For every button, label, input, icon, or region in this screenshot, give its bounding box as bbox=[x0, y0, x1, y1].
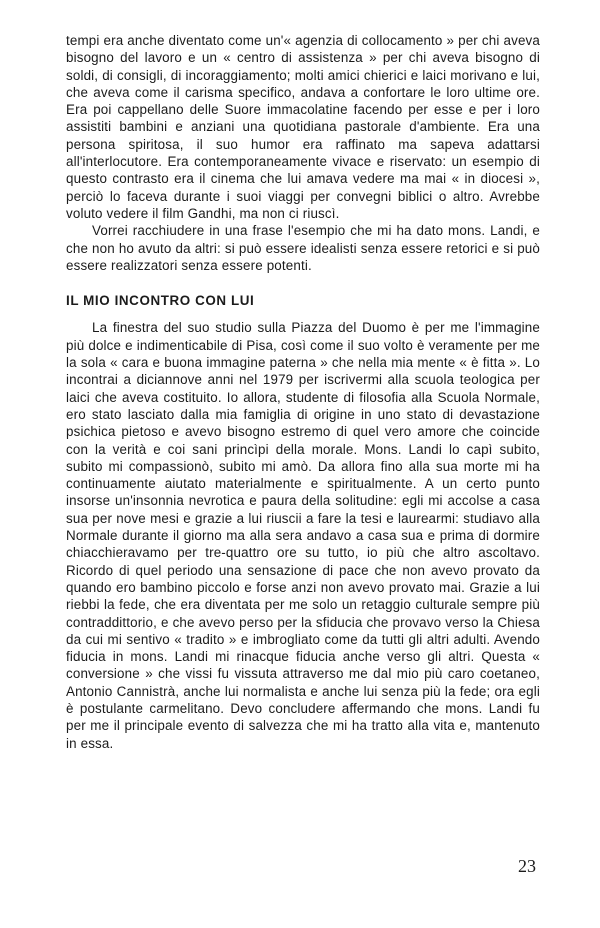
section-heading: IL MIO INCONTRO CON LUI bbox=[66, 293, 255, 309]
page-number: 23 bbox=[518, 856, 536, 876]
paragraph-3: La finestra del suo studio sulla Piazza del Duomo è per me l'immagine più dolce e indimenticabile di Pisa, così come il suo volto è veramente per me la sola « cara e buona immagine paterna » che nella mia mente « è fitta ». Lo incontrai a diciannove anni nel 1979 per iscrivermi alla scuola teologica per laici che aveva costituito. Io allora, studente di filosofia alla Scuola Normale, ero stato lasciato dalla mia famiglia di origine in uno stato di devastazione psichica pietoso e avevo bisogno estremo di quel vero amore che coincide con la verità e coi sani princìpi della morale. Mons. Landi lo capì subito, subito mi compassionò, subito mi amò. Da allora fino alla sua morte mi ha continuamente aiutato materialmente e spiritualmente. A un certo punto insorse un'insonnia nevrotica e paura della solitudine: egli mi accolse a casa sua per nove mesi e grazie a lui riuscii a fare la tesi e laurearmi: studiavo alla Normale durante il giorno ma alla sera andavo a casa sua e prima di dormire chiacchieravamo per tre-quattro ore su tutto, io più che altro ascoltavo. Ricordo di quel periodo una sensazione di pace che non avevo provato da quando ero bambino piccolo e forse anzi non avevo provato mai. Grazie a lui riebbi la fede, che era diventata per me solo un retaggio culturale sempre più contraddittorio, e che avevo perso per la sfiducia che provavo verso la Chiesa da cui mi sentivo « tradito » e imbrogliato come da tutti gli altri adulti. Avendo fiducia in mons. Landi mi rinacque fiducia anche verso gli altri. Questa « conversione » che vissi fu vissuta attraverso me dal mio più caro coetaneo, Antonio Cannistrà, anche lui normalista e anche lui senza più la fede; ora egli è postulante carmelitano. Devo concludere affermando che mons. Landi fu per me il principale evento di salvezza che mi ha tratto alla vita e, mantenuto in essa. bbox=[66, 320, 540, 751]
paragraph-2: Vorrei racchiudere in una frase l'esempio che mi ha dato mons. Landi, e che non ho avuto da altri: si può essere idealisti senza essere retorici e si può essere realizzatori senza essere potenti. bbox=[66, 223, 540, 273]
page-body bbox=[66, 32, 540, 752]
paragraph-1: tempi era anche diventato come un'« agenzia di collocamento » per chi aveva bisogno del lavoro e un « centro di assistenza » per chi aveva bisogno di soldi, di consigli, di incoraggiamento; molti amici chierici e laici morivano e lui, che aveva come il carisma specifico, andava a confortare le loro ultime ore. Era poi cappellano delle Suore immacolatine facendo per esse e per i loro assistiti bambini e anziani una quotidiana pastorale d'ambiente. Era una persona spiritosa, il suo humor era raffinato ma sapeva adattarsi all'interlocutore. Era contemporaneamente vivace e riservato: un esempio di questo contrasto era il cinema che lui amava vedere ma mai « in diocesi », perciò lo faceva durante i suoi viaggi per convegni biblici o altro. Avrebbe voluto vedere il film Gandhi, ma non ci riuscì. bbox=[66, 33, 540, 221]
